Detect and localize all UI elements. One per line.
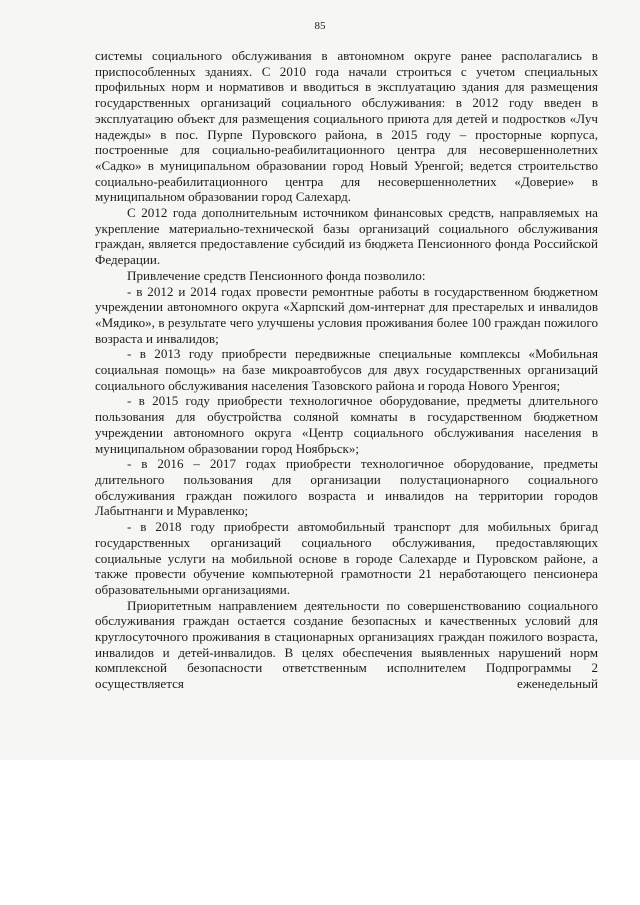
paragraph-list-intro: Привлечение средств Пенсионного фонда позволило:	[127, 267, 426, 283]
list-item-2012-2014: - в 2012 и 2014 годах провести ремонтные работы в государственном бюджетном учреждении автономного округа «Харпский дом-интернат для престарелых и инвалидов «Мядико», в результате чего улучшены условия проживания более 100 граждан пожилого возраста и инвалидов;	[95, 283, 598, 346]
paragraph-priority: Приоритетным направлением деятельности по совершенствованию социального обслуживания граждан остается создание безопасных и качественных условий для круглосуточного проживания в стационарных организациях граждан пожилого возраста, инвалидов и детей-инвалидов. В целях обеспечения выявленных нарушений норм комплексной безопасности ответственным исполнителем Подпрограммы 2 осуществляется еженедельный	[95, 597, 598, 692]
list-item-2016-2017: - в 2016 – 2017 годах приобрести технологичное оборудование, предметы длительного пользования для организации полустационарного социального обслуживания граждан пожилого возраста и инвалидов на территории городов Лабытнанги и Муравленко;	[95, 456, 598, 519]
paragraph-buildings: системы социального обслуживания в автономном округе ранее располагались в приспособленных зданиях. С 2010 года начали строиться с учетом специальных профильных норм и нормативов и вводиться в эксплуатацию здания для размещения государственных организаций социального обслуживания: в 2012 году введен в эксплуатацию объект для размещения социального приюта для детей и подростков «Луч надежды» в пос. Пурпе Пуровского района, в 2015 году – просторные корпуса, построенные для социально-реабилитационного центра для несовершеннолетних «Садко» в муниципальном образовании город Новый Уренгой; ведется строительство социально-реабилитационного центра для несовершеннолетних «Доверие» в муниципальном образовании город Салехард.	[95, 48, 598, 205]
list-item-2015: - в 2015 году приобрести технологичное оборудование, предметы длительного пользования для обустройства соляной комнаты в государственном бюджетном учреждении автономного округа «Центр социального обслуживания населения в муниципальном образовании город Ноябрьск»;	[95, 393, 598, 456]
paragraph-pension-fund-subsidies: С 2012 года дополнительным источником финансовых средств, направляемых на укрепление материально-технической базы организаций социального обслуживания граждан, является предоставление субсидий из бюджета Пенсионного фонда Российской Федерации.	[95, 205, 598, 268]
page-bottom-margin	[0, 760, 640, 905]
list-item-2018: - в 2018 году приобрести автомобильный транспорт для мобильных бригад государственных организаций социального обслуживания, предоставляющих социальные услуги на мобильной основе в городе Салехарде и Пуровском районе, а также провести обучение компьютерной грамотности 21 неработающего пенсионера образовательными организациями.	[95, 519, 598, 597]
list-item-2013: - в 2013 году приобрести передвижные специальные комплексы «Мобильная социальная помощь» на базе микроавтобусов для двух государственных организаций социального обслуживания населения Тазовского района и города Нового Уренгоя;	[95, 346, 598, 393]
body-text	[95, 48, 598, 692]
page-number: 85	[314, 20, 326, 32]
